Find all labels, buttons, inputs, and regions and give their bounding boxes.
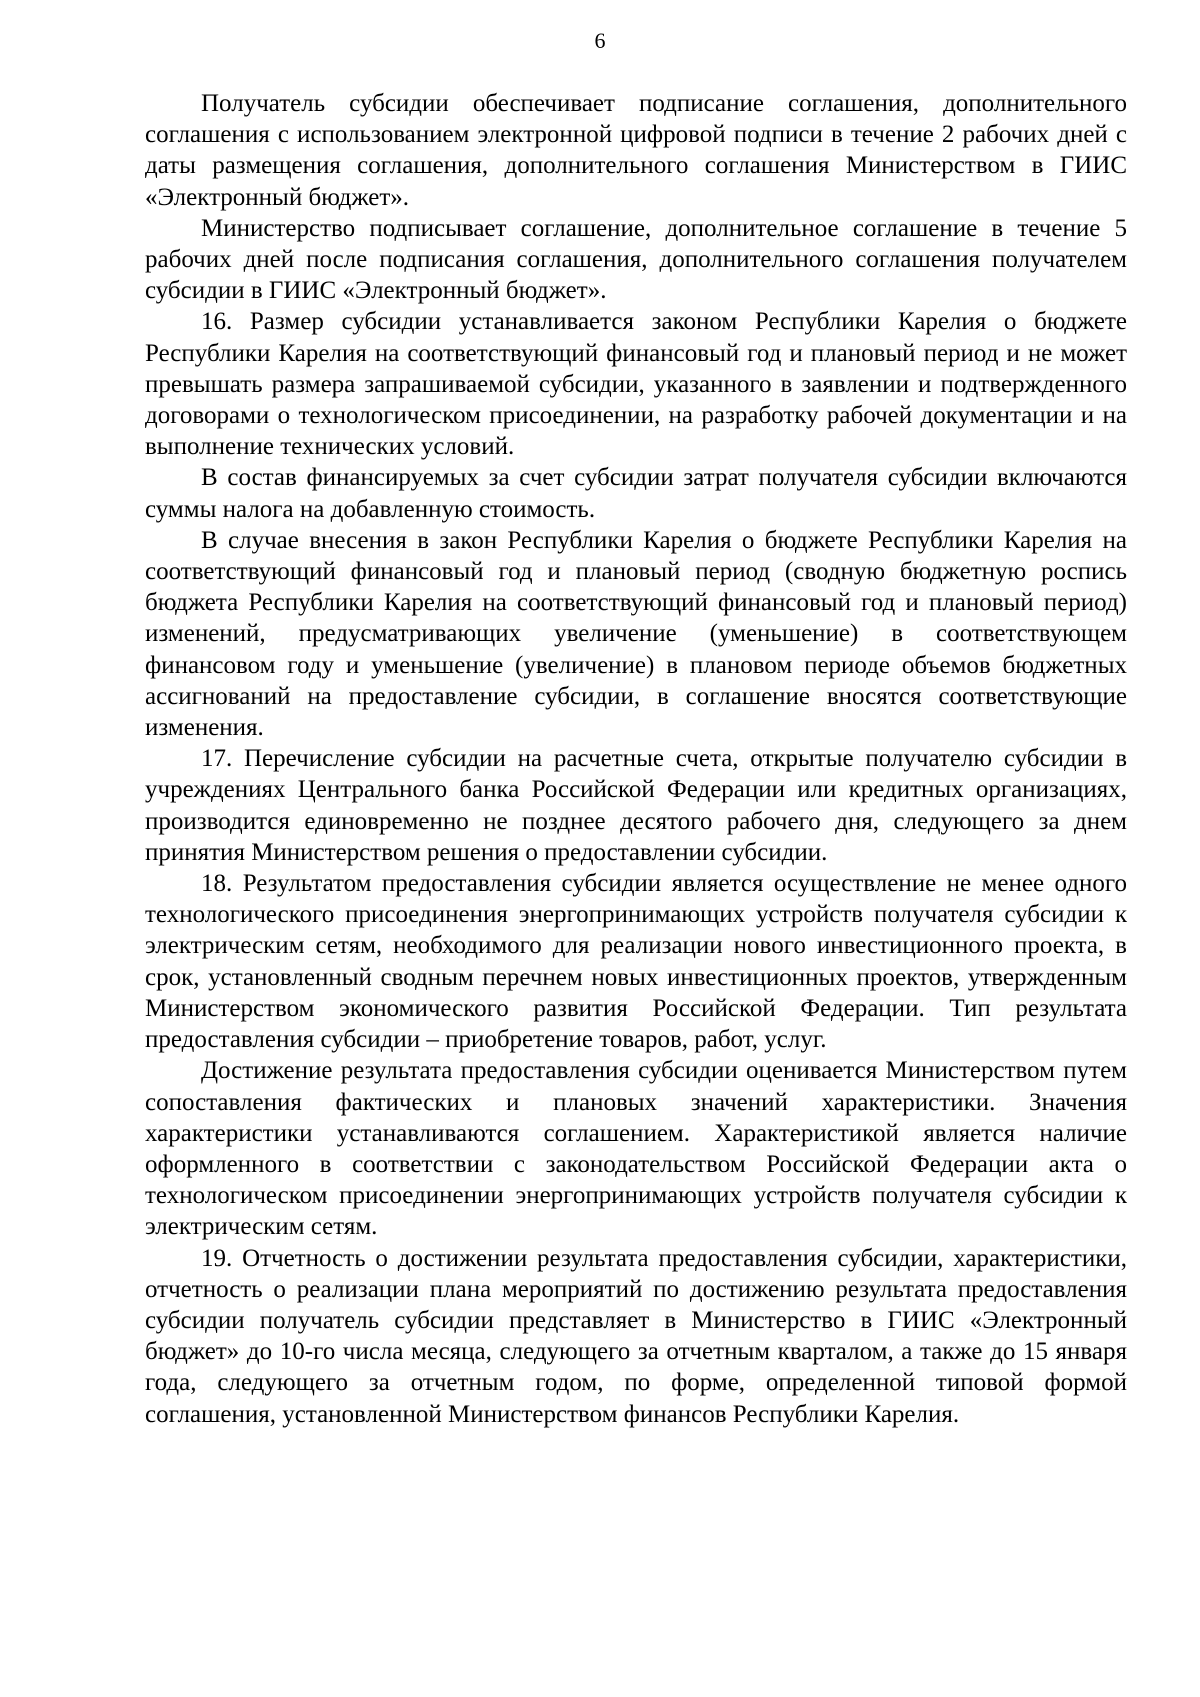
page-number: 6 (594, 28, 606, 53)
paragraph-signing-by-ministry: Министерство подписывает соглашение, дополнительное соглашение в течение 5 рабочих дней после подписания соглашения, дополнительного соглашения получателем субсидии в ГИИС «Электронный бюджет». (145, 214, 1127, 305)
paragraph-16-subsidy-size: 16. Размер субсидии устанавливается законом Республики Карелия о бюджете Республики Карелия на соответствующий финансовый год и плановый период и не может превышать размера запрашиваемой субсидии, указанного в заявлении и подтвержденного договорами о технологическом присоединении, на разработку рабочей документации и на выполнение технических условий. (145, 308, 1127, 461)
document-body (145, 88, 1127, 1430)
paragraph-17-transfer: 17. Перечисление субсидии на расчетные счета, открытые получателю субсидии в учреждениях Центрального банка Российской Федерации или кредитных организациях, производится единовременно не позднее десятого рабочего дня, следующего за днем принятия Министерством решения о предоставлении субсидии. (145, 745, 1127, 866)
paragraph-budget-changes: В случае внесения в закон Республики Карелия о бюджете Республики Карелия на соответствующий финансовый год и плановый период (сводную бюджетную роспись бюджета Республики Карелия на соответствующий финансовый год и плановый период) изменений, предусматривающих увеличение (уменьшение) в соответствующем финансовом году и уменьшение (увеличение) в плановом периоде объемов бюджетных ассигнований на предоставление субсидии, в соглашение вносятся соответствующие изменения. (145, 526, 1127, 742)
paragraph-result-evaluation: Достижение результата предоставления субсидии оценивается Министерством путем сопоставления фактических и плановых значений характеристики. Значения характеристики устанавливаются соглашением. Характеристикой является наличие оформленного в соответствии с законодательством Российской Федерации акта о технологическом присоединении энергопринимающих устройств получателя субсидии к электрическим сетям. (145, 1057, 1127, 1241)
paragraph-vat-included: В состав финансируемых за счет субсидии затрат получателя субсидии включаются суммы налога на добавленную стоимость. (145, 464, 1127, 523)
paragraph-18-result: 18. Результатом предоставления субсидии является осуществление не менее одного технологического присоединения энергопринимающих устройств получателя субсидии к электрическим сетям, необходимого для реализации нового инвестиционного проекта, в срок, установленный сводным перечнем новых инвестиционных проектов, утвержденным Министерством экономического развития Российской Федерации. Тип результата предоставления субсидии – приобретение товаров, работ, услуг. (145, 870, 1127, 1054)
paragraph-signing-by-recipient: Получатель субсидии обеспечивает подписание соглашения, дополнительного соглашения с использованием электронной цифровой подписи в течение 2 рабочих дней с даты размещения соглашения, дополнительного соглашения Министерством в ГИИС «Электронный бюджет». (145, 90, 1127, 211)
paragraph-19-reporting: 19. Отчетность о достижении результата предоставления субсидии, характеристики, отчетность о реализации плана мероприятий по достижению результата предоставления субсидии получатель субсидии представляет в Министерство в ГИИС «Электронный бюджет» до 10-го числа месяца, следующего за отчетным кварталом, а также до 15 января года, следующего за отчетным годом, по форме, определенной типовой формой соглашения, установленной Министерством финансов Республики Карелия. (145, 1244, 1127, 1428)
